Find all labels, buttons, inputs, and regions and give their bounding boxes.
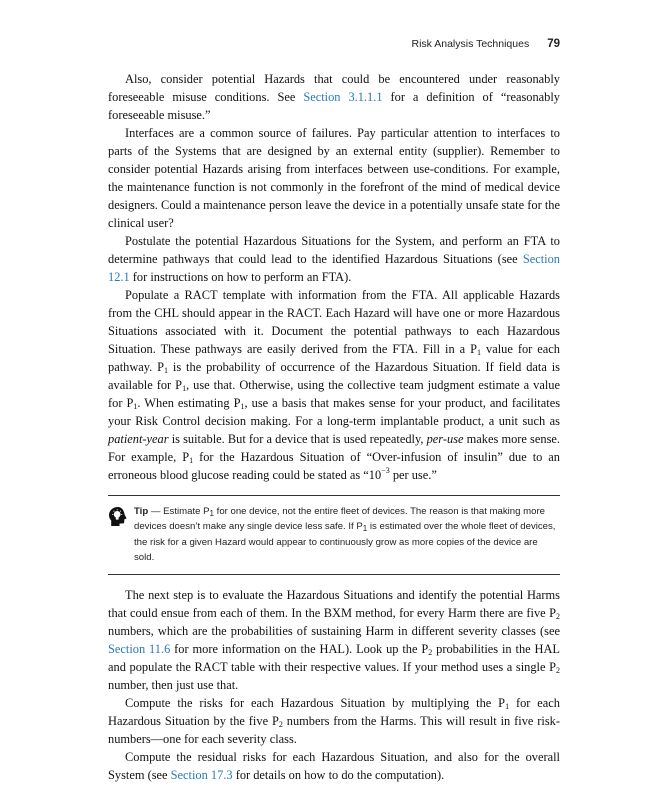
text-run: numbers from the Harms. This will result in five risk-numbers—one for each severity class. [108, 713, 560, 746]
subscript: 1 [189, 456, 194, 465]
paragraph-misuse [108, 70, 560, 124]
tip-text [134, 504, 560, 566]
text-run: for one device, not the entire fleet of devices. The reason is that making more devices doesn’t make any single device less safe. If P [134, 506, 545, 533]
subscript: 1 [477, 348, 482, 357]
text-run: for a definition of “reasonably foreseeable misuse.” [108, 90, 560, 122]
text-run: for the Hazardous Situation of “Over-infusion of insulin” due to an erroneous blood glucose reading could be stated as “10 [108, 450, 560, 482]
text-run: , use that. Otherwise, using the collective team judgment estimate a value for P [108, 378, 560, 410]
paragraph-residual-risks [108, 748, 560, 784]
lightbulb-head-icon [108, 506, 128, 566]
section-link-12-1[interactable]: Section 12.1 [108, 252, 560, 284]
text-run: makes more sense. For example, P [108, 432, 560, 464]
text-run: numbers, which are the probabilities of sustaining Harm in different severity classes (see [108, 623, 560, 638]
subscript: 2 [428, 647, 433, 657]
subscript: 2 [556, 665, 560, 675]
subscript: 1 [133, 402, 138, 411]
paragraph-populate-ract [108, 286, 560, 484]
running-head [108, 38, 560, 50]
text-run: Compute the risks for each Hazardous Situation by multiplying the P [125, 695, 506, 710]
subscript: 2 [278, 719, 283, 729]
text-run: is suitable. But for a device that is used repeatedly, [168, 432, 427, 446]
text-run: The next step is to evaluate the Hazardous Situations and identify the potential Harms that could ensue from each of them. In the BXM method, for every Harm there are five P [108, 587, 560, 620]
section-link-11-6[interactable]: Section 11.6 [108, 641, 171, 656]
text-run: probabilities in the HAL and populate the RACT table with their respective values. If your method uses a single P [108, 641, 560, 674]
paragraph-postulate [108, 232, 560, 286]
tip-label: Tip [134, 506, 149, 517]
text-run: for each Hazardous Situation by the five P [108, 695, 560, 728]
subscript: 1 [164, 366, 169, 375]
superscript: −3 [381, 466, 390, 475]
text-run: , use a basis that makes sense for your product, and facilitates your Risk Control decision making. For a long-term implantable product, a unit such as [108, 396, 561, 428]
text-run: Compute the residual risks for each Hazardous Situation, and also for the overall System (see [108, 749, 560, 782]
subscript: 1 [182, 384, 187, 393]
tip-box [108, 495, 560, 575]
paragraph-evaluate-harms [108, 586, 560, 694]
subscript: 1 [505, 701, 510, 711]
text-run: number, then just use that. [108, 677, 239, 692]
text-run: value for each pathway. P [108, 342, 560, 374]
text-run: for details on how to do the computation). [232, 767, 445, 782]
page-number: 79 [547, 38, 560, 50]
text-run: Populate a RACT template with information from the FTA. All applicable Hazards from the CHL should appear in the RACT. Each Hazard will have one or more Hazardous Situations associated with it. Document the potential pathways to each Hazardous Situation. These pathways are easily derived from the FTA. Fill in a P [108, 288, 560, 356]
paragraph-compute-risks [108, 694, 560, 748]
text-run: Postulate the potential Hazardous Situations for the System, and perform an FTA to determine pathways that could lead to the identified Hazardous Situations (see [108, 234, 560, 266]
emphasis: patient-year [108, 432, 169, 446]
emphasis: per-use [426, 432, 464, 446]
text-run: — Estimate P [148, 506, 210, 517]
paragraph-interfaces: Interfaces are a common source of failures. Pay particular attention to interfaces to parts of the Systems that are designed by an external entity (supplier). Remember to consider potential Hazards arising from interfaces between use-conditions. For example, the maintenance function is not commonly in the forefront of the mind of medical device designers. Could a maintenance person leave the device in a potentially unsafe state for the clinical user? [108, 126, 560, 230]
running-head-title: Risk Analysis Techniques [411, 38, 530, 50]
text-run: Also, consider potential Hazards that could be encountered under reasonably foreseeable misuse conditions. See [108, 72, 560, 104]
section-link-3-1-1-1[interactable]: Section 3.1.1.1 [303, 90, 383, 104]
subscript: 1 [362, 524, 368, 534]
text-run: for instructions on how to perform an FTA). [129, 270, 352, 284]
subscript: 1 [240, 402, 245, 411]
text-run: per use.” [389, 468, 437, 482]
body-text [108, 70, 560, 784]
subscript: 1 [209, 509, 214, 518]
subscript: 2 [556, 611, 560, 621]
text-run: is estimated over the whole fleet of devices, the risk for a given Hazard would appear to continuously grow as more copies of the device are sold. [134, 521, 556, 564]
text-run: . When estimating P [137, 396, 241, 410]
section-link-17-3[interactable]: Section 17.3 [170, 767, 233, 782]
text-run: is the probability of occurrence of the Hazardous Situation. If field data is available for P [108, 360, 560, 392]
text-run: for more information on the HAL). Look up the P [170, 641, 429, 656]
